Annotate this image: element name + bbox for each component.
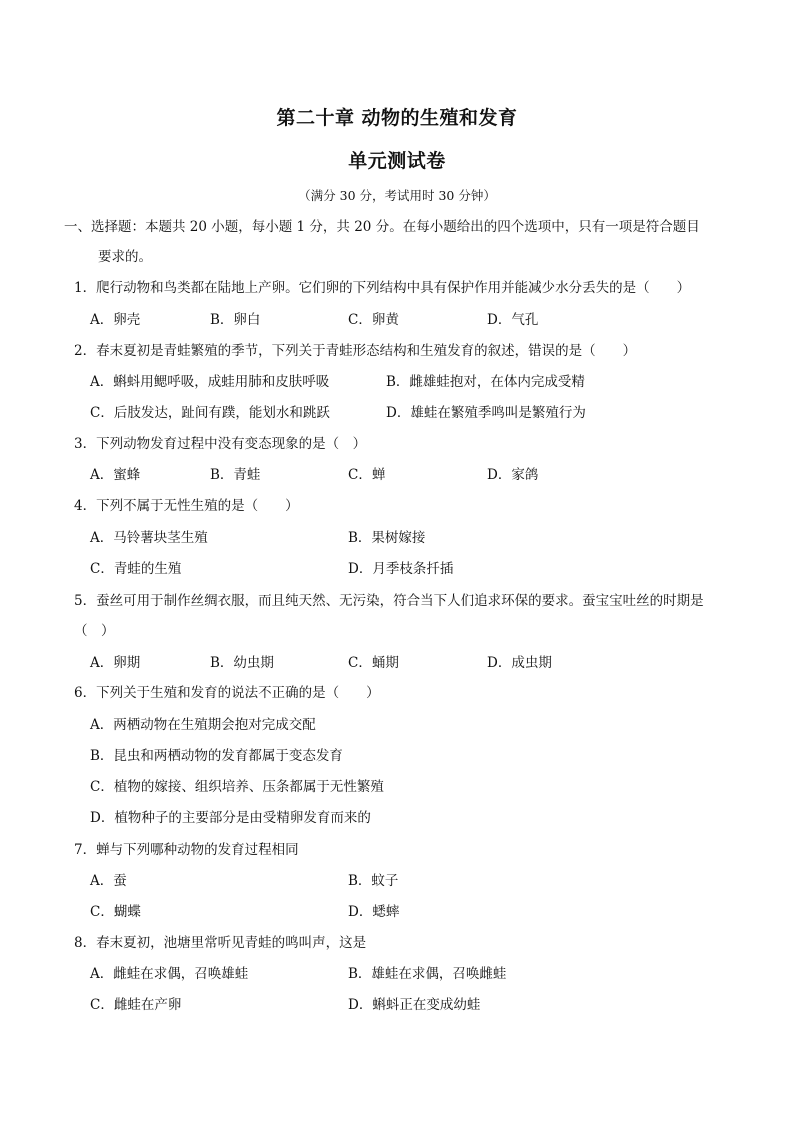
option-a: A．卵期	[90, 655, 141, 671]
option-c: C．雌蛙在产卵	[90, 997, 182, 1013]
question-stem: 8．春末夏初，池塘里常听见青蛙的鸣叫声，这是	[74, 935, 367, 951]
option-b: B．卵白	[210, 312, 261, 328]
option-c: C．青蛙的生殖	[90, 561, 182, 577]
option-b: B．雄蛙在求偶，召唤雌蛙	[348, 966, 507, 982]
option-c: C．蝉	[348, 467, 386, 483]
option-b: B．昆虫和两栖动物的发育都属于变态发育	[90, 748, 343, 764]
option-a: A．雌蛙在求偶，召唤雄蛙	[90, 966, 249, 982]
option-c: C．后肢发达，趾间有蹼，能划水和跳跃	[90, 405, 330, 421]
option-d: D．月季枝条扦插	[348, 561, 454, 577]
option-a: A．蜜蜂	[90, 467, 141, 483]
score-time-note: （满分 30 分，考试用时 30 分钟）	[298, 188, 496, 203]
question-stem: 2．春末夏初是青蛙繁殖的季节，下列关于青蛙形态结构和生殖发育的叙述，错误的是（ ）	[74, 343, 637, 359]
section-heading-cont: 要求的。	[98, 249, 152, 265]
option-b: B．雌雄蛙抱对，在体内完成受精	[386, 374, 585, 390]
option-d: D．植物种子的主要部分是由受精卵发育而来的	[90, 810, 371, 826]
section-heading: 一、选择题：本题共 20 小题，每小题 1 分，共 20 分。在每小题给出的四个选项中，只有一项是符合题目	[64, 219, 700, 235]
option-a: A．马铃薯块茎生殖	[90, 530, 208, 546]
option-c: C．蛹期	[348, 655, 399, 671]
question-stem: 1．爬行动物和鸟类都在陆地上产卵。它们卵的下列结构中具有保护作用并能减少水分丢失的是（ ）	[74, 280, 691, 296]
option-c: C．植物的嫁接、组织培养、压条都属于无性繁殖	[90, 779, 384, 795]
question-stem: 4．下列不属于无性生殖的是（ ）	[74, 498, 299, 514]
option-d: D．蟋蟀	[348, 904, 400, 920]
option-b: B．果树嫁接	[348, 530, 426, 546]
question-stem: 3．下列动物发育过程中没有变态现象的是（ ）	[74, 436, 367, 452]
question-stem: 7．蝉与下列哪种动物的发育过程相同	[74, 842, 299, 858]
option-a: A．蝌蚪用鳃呼吸，成蛙用肺和皮肤呼吸	[90, 374, 330, 390]
option-d: D．蝌蚪正在变成幼蛙	[348, 997, 481, 1013]
option-a: A．两栖动物在生殖期会抱对完成交配	[90, 717, 316, 733]
option-d: D．成虫期	[487, 655, 552, 671]
page-title: 第二十章 动物的生殖和发育	[276, 107, 518, 129]
option-d: D．气孔	[487, 312, 539, 328]
option-b: B．幼虫期	[210, 655, 274, 671]
option-a: A．蚕	[90, 873, 127, 889]
question-stem-cont: （ ）	[74, 623, 115, 639]
option-c: C．蝴蝶	[90, 904, 141, 920]
question-stem: 6．下列关于生殖和发育的说法不正确的是（ ）	[74, 685, 380, 701]
option-b: B．青蛙	[210, 467, 261, 483]
option-d: D．家鸽	[487, 467, 539, 483]
question-stem: 5．蚕丝可用于制作丝绸衣服，而且纯天然、无污染，符合当下人们追求环保的要求。蚕宝宝吐丝的时期是	[74, 593, 704, 609]
option-d: D．雄蛙在繁殖季鸣叫是繁殖行为	[386, 405, 586, 421]
option-c: C．卵黄	[348, 312, 399, 328]
option-a: A．卵壳	[90, 312, 141, 328]
page-subtitle: 单元测试卷	[348, 150, 446, 172]
option-b: B．蚊子	[348, 873, 399, 889]
